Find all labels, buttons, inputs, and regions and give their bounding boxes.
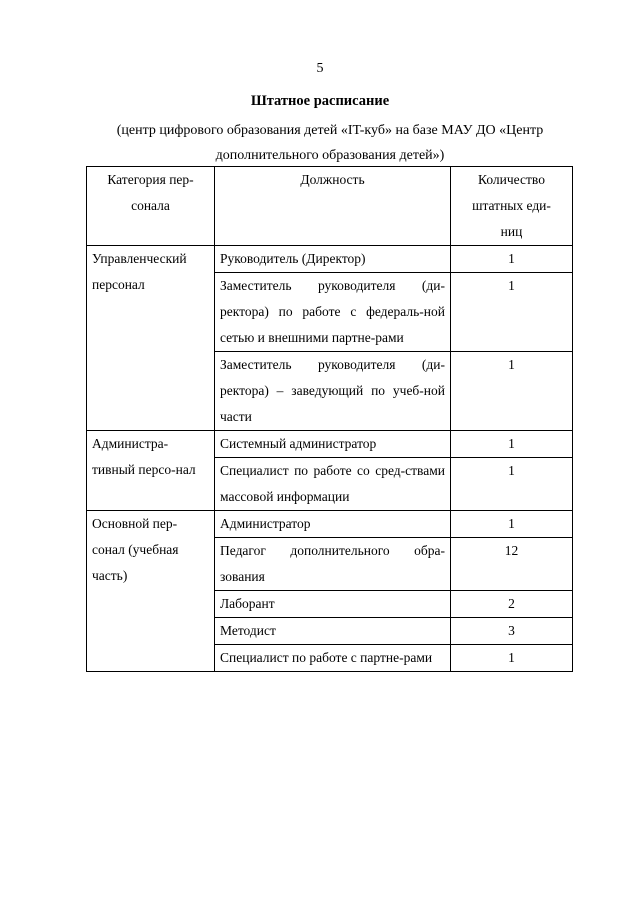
position-cell: Заместитель руководителя (ди-ректора) – заведующий по учеб-ной части: [215, 352, 451, 431]
header-count: Количество штатных еди-ниц: [451, 167, 573, 246]
count-cell: 3: [451, 618, 573, 645]
count-cell: 2: [451, 591, 573, 618]
position-cell: Системный администратор: [215, 431, 451, 458]
count-cell: 1: [451, 352, 573, 431]
position-cell: Администратор: [215, 511, 451, 538]
position-cell: Руководитель (Директор): [215, 246, 451, 273]
count-cell: 1: [451, 511, 573, 538]
count-cell: 1: [451, 645, 573, 672]
position-cell: Педагог дополнительного обра-зования: [215, 538, 451, 591]
position-cell: Лаборант: [215, 591, 451, 618]
document-subtitle: (центр цифрового образования детей «IT-куб» на базе МАУ ДО «Центр дополнительного образования детей»): [116, 123, 544, 163]
staffing-table: [86, 166, 573, 672]
document-title: Штатное расписание: [250, 93, 390, 109]
count-cell: 1: [451, 431, 573, 458]
position-cell: Заместитель руководителя (ди-ректора) по работе с федераль-ной сетью и внешними партне-рами: [215, 273, 451, 352]
category-cell: Администра-тивный персо-нал: [87, 431, 215, 511]
count-cell: 1: [451, 273, 573, 352]
header-position: Должность: [215, 167, 451, 246]
position-cell: Специалист по работе со сред-ствами массовой информации: [215, 458, 451, 511]
table-row: [87, 246, 573, 273]
category-cell: Управленческий персонал: [87, 246, 215, 431]
table-header-row: [87, 167, 573, 246]
count-cell: 1: [451, 458, 573, 511]
count-cell: 12: [451, 538, 573, 591]
position-cell: Специалист по работе с партне-рами: [215, 645, 451, 672]
category-cell: Основной пер-сонал (учебная часть): [87, 511, 215, 672]
count-cell: 1: [451, 246, 573, 273]
table-row: [87, 431, 573, 458]
table-row: [87, 511, 573, 538]
header-category: Категория пер-сонала: [87, 167, 215, 246]
page-number: 5: [316, 61, 324, 76]
position-cell: Методист: [215, 618, 451, 645]
